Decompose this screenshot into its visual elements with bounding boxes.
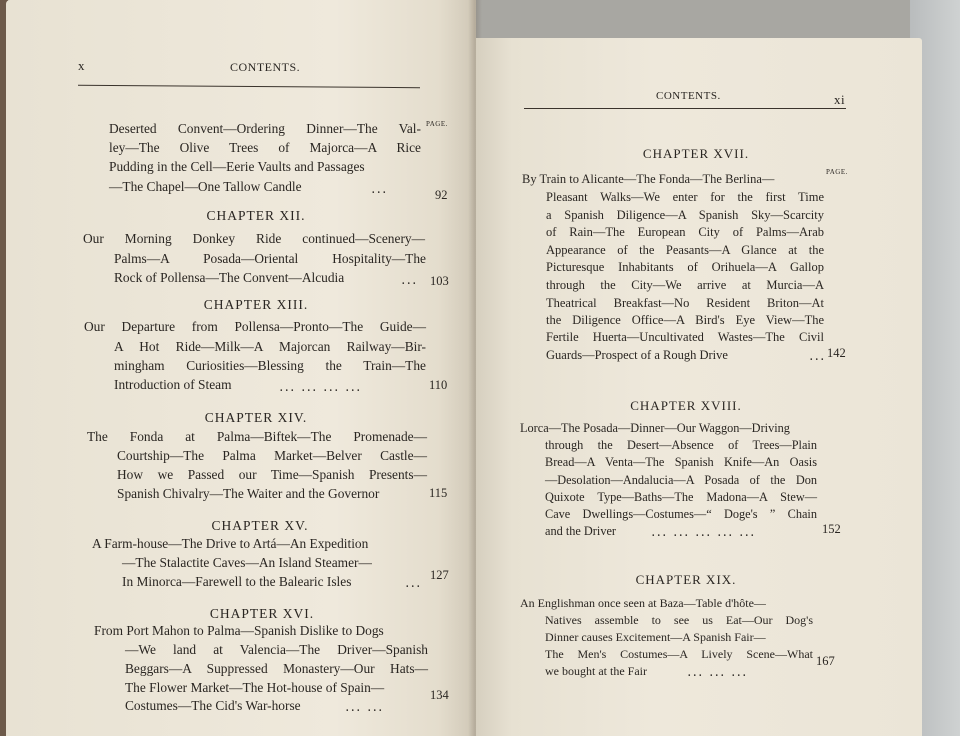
page-number: 134 <box>430 688 449 702</box>
entry-line: —We land at Valencia—The Driver—Spanish <box>125 642 428 657</box>
entry-line: A Farm-house—The Drive to Artá—An Expedition <box>92 536 369 551</box>
entry-line: —The Stalactite Caves—An Island Steamer— <box>122 555 372 570</box>
entry-line: A Hot Ride—Milk—A Majorcan Railway—Bir- <box>114 339 426 354</box>
dot-leaders: ... ... ... ... ... <box>652 528 757 539</box>
chapter-heading: CHAPTER XIII. <box>203 297 309 312</box>
entry-line: we bought at the Fair <box>545 664 647 678</box>
entry-line: a Spanish Diligence—A Spanish Sky—Scarcity <box>546 208 824 222</box>
right-page <box>476 38 922 736</box>
entry-line: Bread—A Venta—The Spanish Knife—An Oasis <box>545 455 817 469</box>
entry-line: through the City—We arrive at Murcia—A <box>546 278 824 292</box>
dot-leaders: ... <box>810 352 827 363</box>
entry-line: Fertile Huerta—Uncultivated Wastes—The Civil <box>546 330 824 344</box>
entry-line: In Minorca—Farewell to the Balearic Isles <box>122 574 352 589</box>
left-running-head: CONTENTS. <box>230 60 301 74</box>
entry-line: Introduction of Steam <box>114 377 232 392</box>
page-number: 127 <box>430 568 449 582</box>
entry-line: Natives assemble to see us Eat—Our Dog's <box>545 613 813 627</box>
entry-line: Palms—A Posada—Oriental Hospitality—The <box>114 251 426 266</box>
entry-line: Pudding in the Cell—Eerie Vaults and Passages <box>109 159 365 174</box>
dot-leaders: ... ... ... <box>688 668 749 679</box>
entry-line: Deserted Convent—Ordering Dinner—The Val- <box>109 121 421 136</box>
entry-line: through the Desert—Absence of Trees—Plain <box>545 438 817 452</box>
right-folio: xi <box>834 92 846 107</box>
entry-line: Picturesque Inhabitants of Orihuela—A Gallop <box>546 260 824 274</box>
entry-line: Theatrical Breakfast—No Resident Briton—At <box>546 296 824 310</box>
dot-leaders: ... ... ... ... <box>280 383 363 394</box>
chapter-heading: CHAPTER XII. <box>206 208 306 223</box>
entry-line: Our Departure from Pollensa—Pronto—The Guide— <box>84 319 426 334</box>
entry-line: Cave Dwellings—Costumes—“ Doge's ” Chain <box>545 507 817 521</box>
entry-line: ley—The Olive Trees of Majorca—A Rice <box>109 140 421 155</box>
entry-line: Beggars—A Suppressed Monastery—Our Hats— <box>125 661 428 676</box>
entry-line: of Rain—The European City of Palms—Arab <box>546 225 824 239</box>
dot-leaders: ... <box>406 579 423 590</box>
entry-line: Appearance of the Peasants—A Glance at the <box>546 243 824 257</box>
entry-line: Quixote Type—Baths—The Madona—A Stew— <box>545 490 817 504</box>
page-number: 167 <box>816 654 835 668</box>
entry-line: Lorca—The Posada—Dinner—Our Waggon—Driving <box>520 421 790 435</box>
entry-line: the Diligence Office—A Bird's Eye View—The <box>546 313 824 327</box>
dot-leaders: ... <box>402 276 419 287</box>
chapter-heading: CHAPTER XVIII. <box>630 398 742 413</box>
right-page-label: PAGE. <box>826 168 848 176</box>
right-running-head: CONTENTS. <box>656 90 721 102</box>
entry-line: Spanish Chivalry—The Waiter and the Governor <box>117 486 380 501</box>
entry-line: Dinner causes Excitement—A Spanish Fair— <box>545 630 766 644</box>
page-number: 152 <box>822 522 841 536</box>
left-page <box>6 0 476 736</box>
page-number: 115 <box>429 486 448 500</box>
entry-line: Guards—Prospect of a Rough Drive <box>546 348 728 362</box>
chapter-heading: CHAPTER XIX. <box>635 572 737 587</box>
entry-line: Costumes—The Cid's War-horse <box>125 698 301 713</box>
entry-line: —Desolation—Andalucia—A Posada of the Don <box>545 473 817 487</box>
entry-line: An Englishman once seen at Baza—Table d'hôte— <box>520 596 766 610</box>
entry-line: and the Driver <box>545 524 617 538</box>
chapter-heading: CHAPTER XIV. <box>204 410 308 425</box>
entry-line: Courtship—The Palma Market—Belver Castle— <box>117 448 427 463</box>
entry-line: Pleasant Walks—We enter for the first Time <box>546 190 824 204</box>
right-header-rule <box>524 108 846 109</box>
entry-line: —The Chapel—One Tallow Candle <box>109 179 302 194</box>
entry-line: The Men's Costumes—A Lively Scene—What <box>545 647 813 661</box>
entry-line: The Flower Market—The Hot-house of Spain— <box>125 680 385 695</box>
page-number: 110 <box>429 378 448 392</box>
entry-line: Our Morning Donkey Ride continued—Scenery— <box>83 231 425 246</box>
entry-line: Rock of Pollensa—The Convent—Alcudia <box>114 270 345 285</box>
entry-line: The Fonda at Palma—Biftek—The Promenade— <box>87 429 427 444</box>
left-folio: x <box>78 58 85 73</box>
dot-leaders: ... <box>372 185 389 196</box>
entry-line: From Port Mahon to Palma—Spanish Dislike to Dogs <box>94 623 384 638</box>
entry-line: By Train to Alicante—The Fonda—The Berlina— <box>522 172 775 186</box>
chapter-heading: CHAPTER XV. <box>211 518 309 533</box>
dot-leaders: ... ... <box>346 703 385 714</box>
left-page-label: PAGE. <box>426 120 448 128</box>
entry-line: How we Passed our Time—Spanish Presents— <box>117 467 427 482</box>
page-number: 103 <box>430 274 449 288</box>
left-header-rule <box>78 85 420 88</box>
entry-line: mingham Curiosities—Blessing the Train—The <box>114 358 426 373</box>
page-number: 142 <box>827 346 846 360</box>
page-number: 92 <box>435 188 448 202</box>
chapter-heading: CHAPTER XVII. <box>642 146 750 161</box>
chapter-heading: CHAPTER XVI. <box>209 606 315 621</box>
